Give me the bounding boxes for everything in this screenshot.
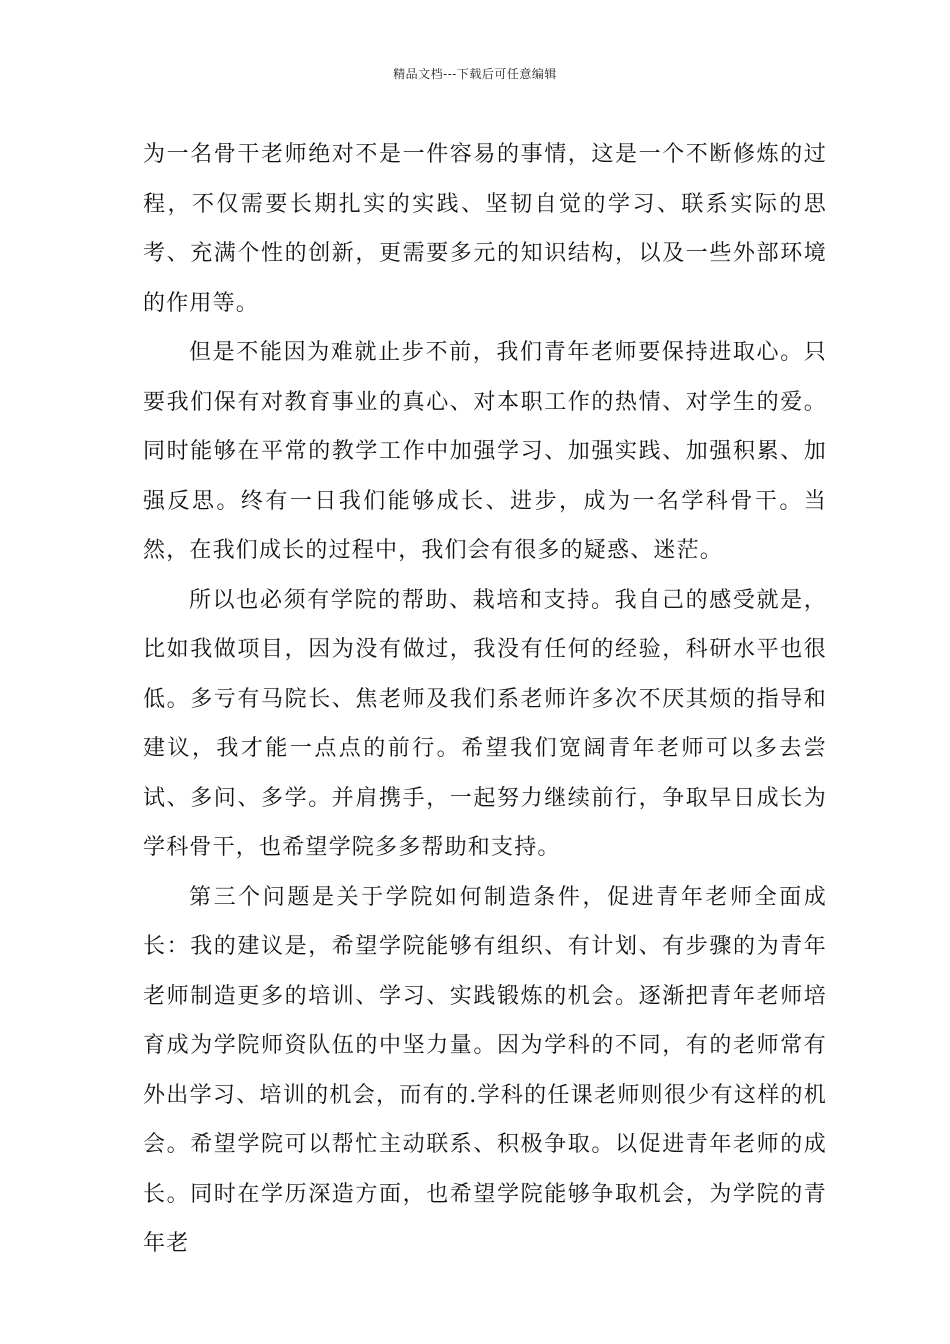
page-header: 精品文档---下载后可任意编辑 [393, 67, 557, 81]
paragraph-1: 为一名骨干老师绝对不是一件容易的事情，这是一个不断修炼的过程，不仅需要长期扎实的实践、坚韧自觉的学习、联系实际的思考、充满个性的创新，更需要多元的知识结构，以及一些外部环境的作用等。 [143, 142, 827, 316]
paragraph-4: 第三个问题是关于学院如何制造条件，促进青年老师全面成长：我的建议是，希望学院能够有组织、有计划、有步骤的为青年老师制造更多的培训、学习、实践锻炼的机会。逐渐把青年老师培育成为学院师资队伍的中坚力量。因为学科的不同，有的老师常有外出学习、培训的机会，而有的.学科的任课老师则很少有这样的机会。希望学院可以帮忙主动联系、积极争取。以促进青年老师的成长。同时在学历深造方面，也希望学院能够争取机会，为学院的青年老 [143, 884, 827, 1256]
paragraph-3: 所以也必须有学院的帮助、栽培和支持。我自己的感受就是，比如我做项目，因为没有做过，我没有任何的经验，科研水平也很低。多亏有马院长、焦老师及我们系老师许多次不厌其烦的指导和建议，我才能一点点的前行。希望我们宽阔青年老师可以多去尝试、多问、多学。并肩携手，一起努力继续前行，争取早日成长为学科骨干，也希望学院多多帮助和支持。 [143, 587, 827, 860]
paragraph-2: 但是不能因为难就止步不前，我们青年老师要保持进取心。只要我们保有对教育事业的真心、对本职工作的热情、对学生的爱。同时能够在平常的教学工作中加强学习、加强实践、加强积累、加强反思。终有一日我们能够成长、进步，成为一名学科骨干。当然，在我们成长的过程中，我们会有很多的疑惑、迷茫。 [143, 340, 827, 563]
document-body [143, 130, 827, 1269]
